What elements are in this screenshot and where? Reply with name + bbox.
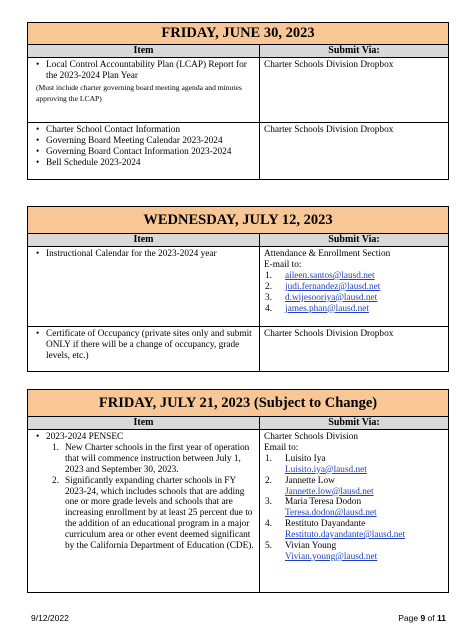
section-title: FRIDAY, JUNE 30, 2023 [28, 23, 448, 45]
list-number: 1. [265, 270, 272, 281]
table-header [28, 45, 448, 58]
item-cell [28, 123, 260, 179]
list-item: • Instructional Calendar for the 2023-2024 year [32, 249, 256, 260]
list-item: • Governing Board Contact Information 2023-2024 [32, 147, 256, 158]
table-row [28, 247, 448, 326]
list-number: 2. [52, 475, 59, 486]
header-submit-via: Submit Via: [328, 45, 380, 56]
list-item [264, 476, 445, 498]
page-of: of [425, 613, 437, 623]
page-prefix: Page [398, 613, 421, 623]
list-item [44, 443, 256, 476]
table-row [28, 122, 448, 179]
list-number: 4. [265, 303, 272, 314]
list-item [264, 282, 445, 293]
list-item [264, 454, 445, 476]
list-item-text: Significantly expanding charter schools in FY 2023-24, which includes schools that are adding one or more grade levels and schools that are increasing enrollment by at least 25 percent due to the addition of an educational program in a major curriculum area or other event deemed significant by the California Department of Education (CDE). [65, 475, 254, 552]
list-number: 3. [265, 497, 272, 508]
list-number: 2. [265, 475, 272, 486]
list-item-text: New Charter schools in the first year of operation that will commence instruction between July 1, 2023 and September 30, 2023. [65, 442, 250, 475]
footer-page-number [398, 613, 446, 623]
list-number: 4. [265, 519, 272, 530]
deadline-table-june-30 [27, 22, 449, 180]
email-link[interactable]: Vivian.young@lausd.net [285, 551, 378, 562]
list-number: 2. [265, 281, 272, 292]
email-link[interactable]: judi.fernandez@lausd.net [285, 281, 381, 292]
table-header [28, 417, 448, 430]
submit-line: Charter Schools Division [264, 432, 358, 442]
section-title: WEDNESDAY, JULY 12, 2023 [28, 207, 448, 234]
header-item: Item [28, 234, 260, 246]
table-row [28, 58, 448, 122]
list-item [264, 293, 445, 304]
list-number: 5. [265, 541, 272, 552]
page-total: 11 [437, 613, 446, 623]
item-cell [28, 58, 260, 122]
submit-cell [260, 430, 448, 592]
list-item: • 2023-2024 PENSEC [32, 432, 256, 443]
list-number: 3. [265, 292, 272, 303]
email-link[interactable]: Teresa.dodon@lausd.net [285, 508, 377, 519]
list-item [264, 497, 445, 519]
email-link[interactable]: james.phan@lausd.net [285, 303, 369, 314]
submit-line: Email to: [264, 442, 299, 453]
page-current: 9 [420, 613, 426, 623]
submit-cell: Charter Schools Division Dropbox [264, 125, 394, 135]
table-header [28, 234, 448, 247]
contact-name: Maria Teresa Dodon [285, 497, 362, 508]
section-title: FRIDAY, JULY 21, 2023 (Subject to Change) [28, 390, 448, 417]
table-row [28, 430, 448, 592]
submit-line: Attendance & Enrollment Section [264, 249, 391, 259]
lcap-note: (Must include charter governing board meeting agenda and minutes approving the LCAP) [36, 82, 242, 103]
deadline-table-july-21 [27, 389, 449, 593]
list-item [264, 519, 445, 541]
email-link[interactable]: d.wijesooriya@lausd.net [285, 292, 378, 303]
email-link[interactable]: aileen.santos@lausd.net [285, 270, 375, 281]
list-number: 1. [52, 442, 59, 453]
list-number: 1. [265, 453, 272, 464]
item-cell [28, 430, 260, 592]
submit-line: E-mail to: [264, 259, 302, 270]
list-item: • Local Control Accountability Plan (LCAP) Report for the 2023-2024 Plan Year [32, 60, 256, 82]
item-cell [28, 327, 260, 371]
contact-name: Luisito Iya [285, 453, 326, 464]
list-item [44, 476, 256, 552]
submit-cell: Charter Schools Division Dropbox [264, 60, 394, 70]
email-link[interactable]: Restituto.dayandante@lausd.net [285, 530, 406, 541]
submit-cell [260, 247, 448, 326]
deadline-table-july-12 [27, 206, 449, 372]
list-item [264, 271, 445, 282]
header-item: Item [28, 45, 260, 57]
list-item [264, 304, 445, 315]
list-item: • Charter School Contact Information [32, 125, 256, 136]
contact-name: Jannette Low [285, 475, 335, 486]
header-item: Item [28, 417, 260, 429]
contact-name: Vivian Young [285, 541, 337, 552]
contact-list [264, 454, 445, 563]
pensec-criteria-list [32, 443, 256, 552]
list-item [264, 541, 445, 563]
contact-name: Restituto Dayandante [285, 519, 366, 530]
header-submit-via: Submit Via: [328, 234, 380, 245]
list-item: • Certificate of Occupancy (private sites only and submit ONLY if there will be a change of occupancy, grade levels, etc.) [32, 329, 256, 362]
submit-cell: Charter Schools Division Dropbox [264, 329, 394, 339]
table-row [28, 326, 448, 371]
footer-date: 9/12/2022 [31, 613, 69, 623]
email-link[interactable]: Luisito.iya@lausd.net [285, 464, 367, 475]
header-submit-via: Submit Via: [328, 417, 380, 428]
email-link[interactable]: Jannette.low@lausd.net [285, 486, 374, 497]
email-list [264, 271, 445, 315]
list-item: • Bell Schedule 2023-2024 [32, 158, 256, 169]
list-item: • Governing Board Meeting Calendar 2023-2024 [32, 136, 256, 147]
item-cell [28, 247, 260, 326]
